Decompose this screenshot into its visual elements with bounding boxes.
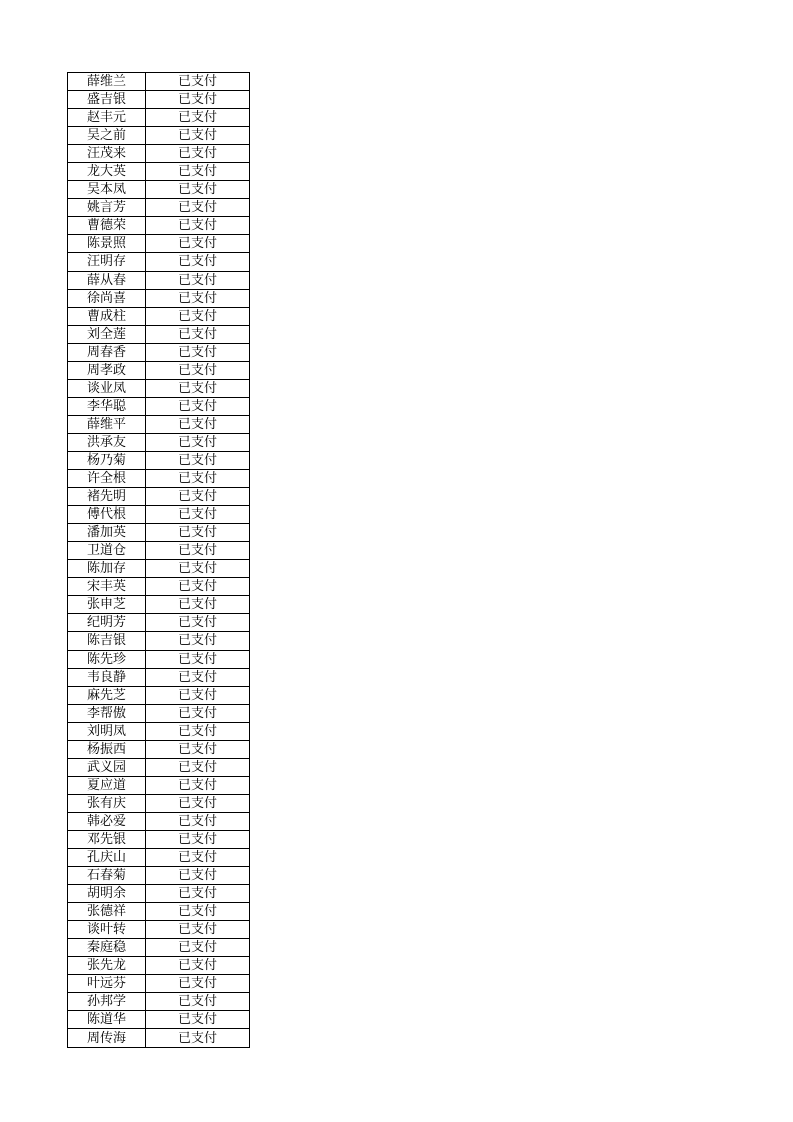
status-cell: 已支付 (146, 451, 250, 469)
status-cell: 已支付 (146, 975, 250, 993)
name-cell: 谈叶转 (68, 921, 146, 939)
name-cell: 武义园 (68, 758, 146, 776)
name-cell: 谈业凤 (68, 379, 146, 397)
table-row (68, 830, 250, 848)
name-cell: 陈道华 (68, 1011, 146, 1029)
table-row (68, 235, 250, 253)
name-cell: 韦良静 (68, 668, 146, 686)
name-cell: 吴之前 (68, 127, 146, 145)
name-cell: 叶远芬 (68, 975, 146, 993)
name-cell: 张先龙 (68, 957, 146, 975)
table-row (68, 289, 250, 307)
name-cell: 杨振西 (68, 740, 146, 758)
status-cell: 已支付 (146, 271, 250, 289)
name-cell: 周春香 (68, 343, 146, 361)
name-cell: 卫道仓 (68, 542, 146, 560)
name-cell: 刘全莲 (68, 325, 146, 343)
table-row (68, 542, 250, 560)
table-row (68, 506, 250, 524)
name-cell: 薛维平 (68, 415, 146, 433)
table-row (68, 975, 250, 993)
status-cell: 已支付 (146, 433, 250, 451)
table-row (68, 199, 250, 217)
name-cell: 陈先珍 (68, 650, 146, 668)
table-row (68, 668, 250, 686)
status-cell: 已支付 (146, 596, 250, 614)
name-cell: 许全根 (68, 470, 146, 488)
status-cell: 已支付 (146, 253, 250, 271)
status-cell: 已支付 (146, 776, 250, 794)
table-row (68, 632, 250, 650)
table-row (68, 181, 250, 199)
name-cell: 麻先芝 (68, 686, 146, 704)
status-cell: 已支付 (146, 397, 250, 415)
name-cell: 潘加英 (68, 524, 146, 542)
status-cell: 已支付 (146, 109, 250, 127)
table-row (68, 451, 250, 469)
status-cell: 已支付 (146, 289, 250, 307)
name-cell: 洪承友 (68, 433, 146, 451)
table-row (68, 163, 250, 181)
status-cell: 已支付 (146, 921, 250, 939)
table-row (68, 722, 250, 740)
table-row (68, 145, 250, 163)
status-cell: 已支付 (146, 163, 250, 181)
name-cell: 孔庆山 (68, 849, 146, 867)
table-row (68, 578, 250, 596)
table-row (68, 73, 250, 91)
table-row (68, 109, 250, 127)
status-cell: 已支付 (146, 632, 250, 650)
table-row (68, 758, 250, 776)
table-row (68, 957, 250, 975)
table-row (68, 433, 250, 451)
status-cell: 已支付 (146, 488, 250, 506)
status-cell: 已支付 (146, 740, 250, 758)
status-cell: 已支付 (146, 614, 250, 632)
table-row (68, 650, 250, 668)
table-row (68, 488, 250, 506)
table-row (68, 217, 250, 235)
status-cell: 已支付 (146, 849, 250, 867)
status-cell: 已支付 (146, 867, 250, 885)
status-cell: 已支付 (146, 650, 250, 668)
status-cell: 已支付 (146, 343, 250, 361)
status-cell: 已支付 (146, 578, 250, 596)
status-cell: 已支付 (146, 361, 250, 379)
name-cell: 杨乃菊 (68, 451, 146, 469)
status-cell: 已支付 (146, 127, 250, 145)
name-cell: 曹德荣 (68, 217, 146, 235)
table-row (68, 127, 250, 145)
table-row (68, 740, 250, 758)
table-row (68, 397, 250, 415)
table-row (68, 867, 250, 885)
name-cell: 汪明存 (68, 253, 146, 271)
status-cell: 已支付 (146, 668, 250, 686)
status-cell: 已支付 (146, 1029, 250, 1047)
name-cell: 吴本凤 (68, 181, 146, 199)
name-cell: 薛从春 (68, 271, 146, 289)
status-cell: 已支付 (146, 993, 250, 1011)
table-row (68, 776, 250, 794)
name-cell: 汪茂来 (68, 145, 146, 163)
status-cell: 已支付 (146, 379, 250, 397)
name-cell: 宋丰英 (68, 578, 146, 596)
name-cell: 夏应道 (68, 776, 146, 794)
status-cell: 已支付 (146, 704, 250, 722)
status-cell: 已支付 (146, 560, 250, 578)
status-cell: 已支付 (146, 812, 250, 830)
payment-table (67, 72, 250, 1048)
name-cell: 赵丰元 (68, 109, 146, 127)
status-cell: 已支付 (146, 199, 250, 217)
name-cell: 张德祥 (68, 903, 146, 921)
table-row (68, 885, 250, 903)
status-cell: 已支付 (146, 939, 250, 957)
name-cell: 周孝政 (68, 361, 146, 379)
name-cell: 孙邦学 (68, 993, 146, 1011)
status-cell: 已支付 (146, 957, 250, 975)
table-row (68, 560, 250, 578)
status-cell: 已支付 (146, 325, 250, 343)
status-cell: 已支付 (146, 217, 250, 235)
table-row (68, 379, 250, 397)
name-cell: 盛吉银 (68, 91, 146, 109)
status-cell: 已支付 (146, 91, 250, 109)
table-row (68, 596, 250, 614)
table-row (68, 253, 250, 271)
status-cell: 已支付 (146, 542, 250, 560)
status-cell: 已支付 (146, 181, 250, 199)
table-row (68, 794, 250, 812)
status-cell: 已支付 (146, 1011, 250, 1029)
name-cell: 陈景照 (68, 235, 146, 253)
status-cell: 已支付 (146, 830, 250, 848)
name-cell: 曹成柱 (68, 307, 146, 325)
status-cell: 已支付 (146, 722, 250, 740)
table-row (68, 903, 250, 921)
table-row (68, 271, 250, 289)
payment-status-sheet (67, 72, 249, 1048)
name-cell: 褚先明 (68, 488, 146, 506)
name-cell: 陈吉银 (68, 632, 146, 650)
name-cell: 刘明凤 (68, 722, 146, 740)
status-cell: 已支付 (146, 415, 250, 433)
table-row (68, 812, 250, 830)
name-cell: 胡明余 (68, 885, 146, 903)
name-cell: 徐尚喜 (68, 289, 146, 307)
name-cell: 陈加存 (68, 560, 146, 578)
table-row (68, 1011, 250, 1029)
status-cell: 已支付 (146, 145, 250, 163)
table-row (68, 704, 250, 722)
name-cell: 李华聪 (68, 397, 146, 415)
name-cell: 姚言芳 (68, 199, 146, 217)
table-row (68, 524, 250, 542)
status-cell: 已支付 (146, 524, 250, 542)
table-row (68, 307, 250, 325)
table-row (68, 343, 250, 361)
name-cell: 张有庆 (68, 794, 146, 812)
status-cell: 已支付 (146, 794, 250, 812)
table-row (68, 470, 250, 488)
status-cell: 已支付 (146, 506, 250, 524)
table-row (68, 921, 250, 939)
name-cell: 薛维兰 (68, 73, 146, 91)
status-cell: 已支付 (146, 758, 250, 776)
table-row (68, 415, 250, 433)
name-cell: 周传海 (68, 1029, 146, 1047)
table-row (68, 1029, 250, 1047)
table-row (68, 849, 250, 867)
table-row (68, 361, 250, 379)
name-cell: 邓先银 (68, 830, 146, 848)
name-cell: 纪明芳 (68, 614, 146, 632)
name-cell: 龙大英 (68, 163, 146, 181)
table-row (68, 686, 250, 704)
table-row (68, 91, 250, 109)
status-cell: 已支付 (146, 235, 250, 253)
status-cell: 已支付 (146, 686, 250, 704)
status-cell: 已支付 (146, 470, 250, 488)
payment-table-body (68, 73, 250, 1048)
table-row (68, 939, 250, 957)
status-cell: 已支付 (146, 307, 250, 325)
status-cell: 已支付 (146, 73, 250, 91)
table-row (68, 614, 250, 632)
name-cell: 张申芝 (68, 596, 146, 614)
status-cell: 已支付 (146, 903, 250, 921)
status-cell: 已支付 (146, 885, 250, 903)
table-row (68, 993, 250, 1011)
name-cell: 傅代根 (68, 506, 146, 524)
name-cell: 秦庭稳 (68, 939, 146, 957)
name-cell: 石春菊 (68, 867, 146, 885)
name-cell: 韩必爱 (68, 812, 146, 830)
table-row (68, 325, 250, 343)
name-cell: 李帮傲 (68, 704, 146, 722)
